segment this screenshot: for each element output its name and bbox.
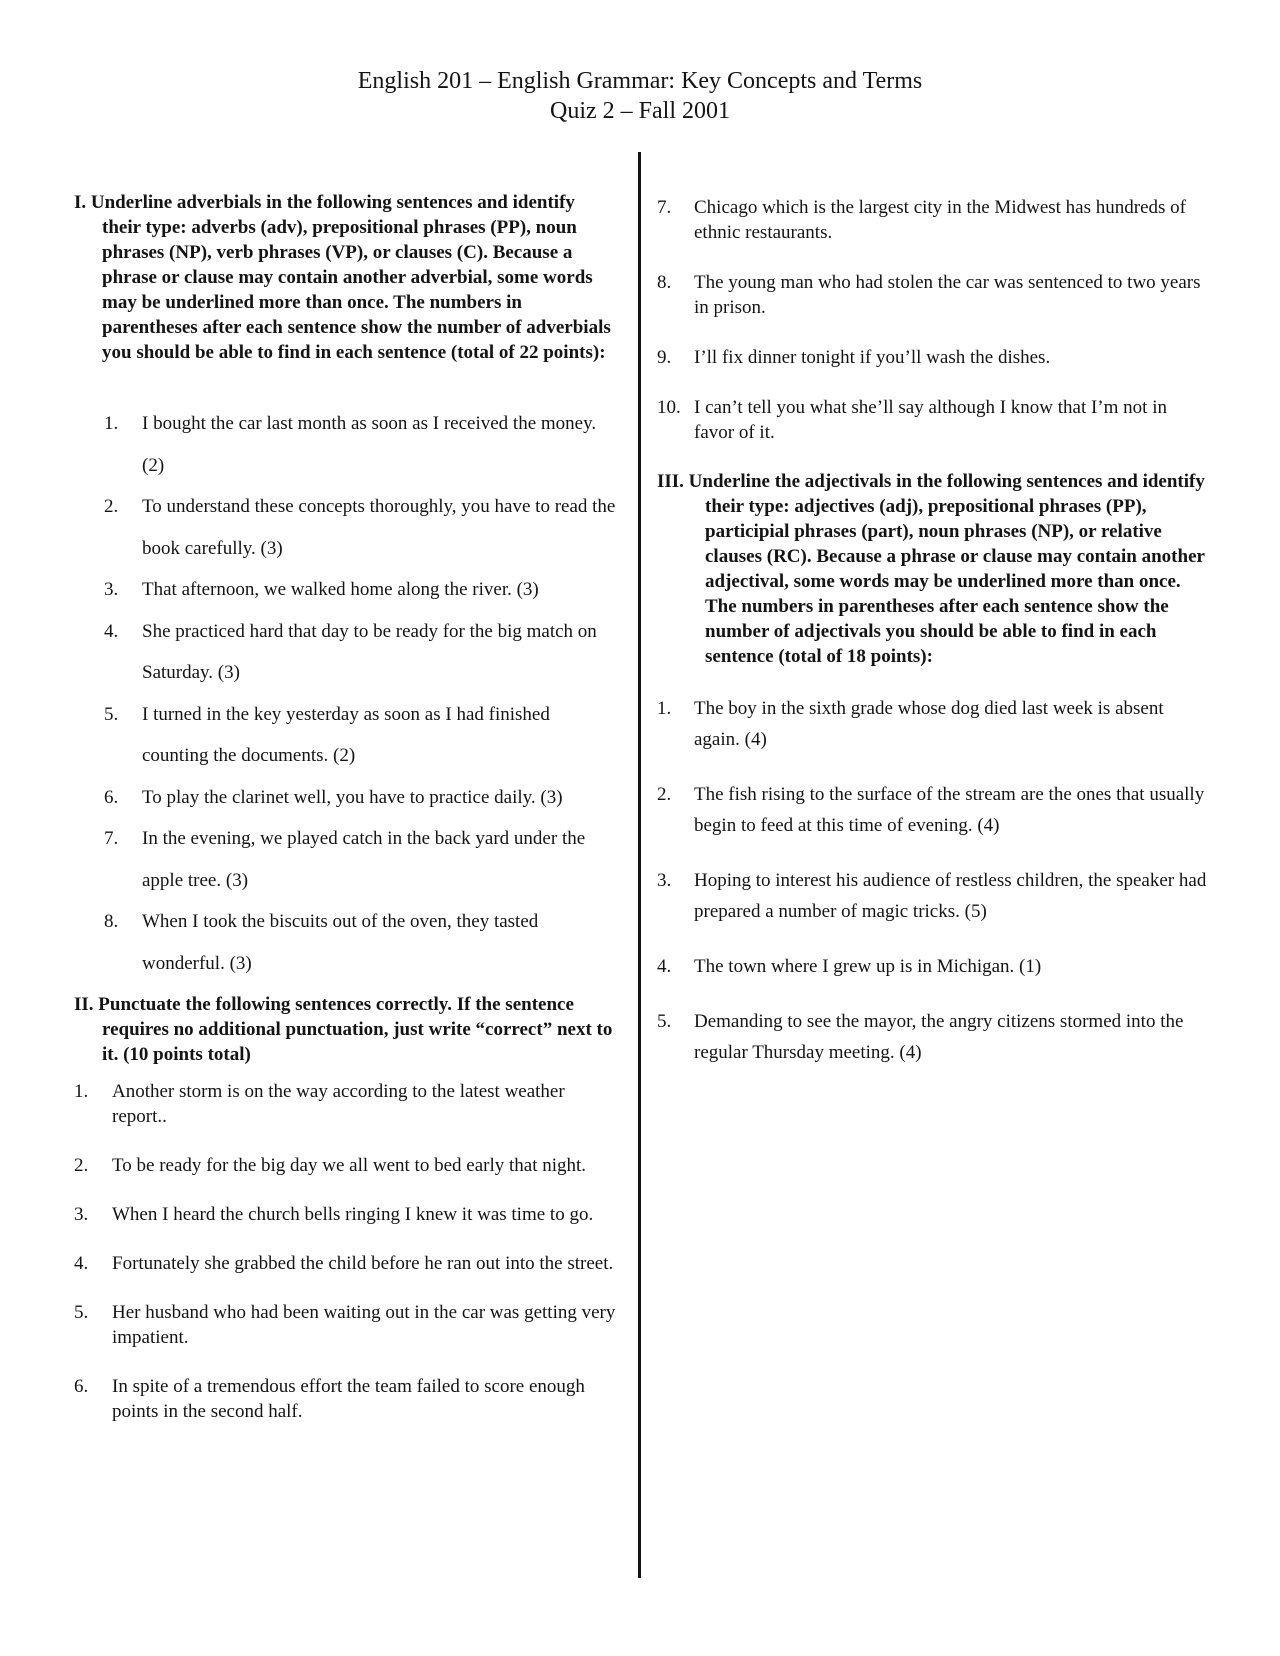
item-number: 7. <box>104 828 119 849</box>
list-item <box>104 818 618 901</box>
item-text: Another storm is on the way according to the latest weather report.. <box>112 1081 565 1127</box>
item-number: 6. <box>74 1376 89 1397</box>
list-item <box>74 1202 618 1227</box>
item-text: To understand these concepts thoroughly, you have to read the book carefully. (3) <box>142 496 616 559</box>
list-item <box>657 693 1209 755</box>
page-subtitle: Quiz 2 – Fall 2001 <box>550 98 730 124</box>
item-text: Chicago which is the largest city in the Midwest has hundreds of ethnic restaurants. <box>694 197 1186 243</box>
item-number: 4. <box>74 1253 89 1274</box>
list-item <box>74 1079 618 1129</box>
list-item <box>104 403 618 486</box>
page-title: English 201 – English Grammar: Key Concepts and Terms <box>357 68 923 94</box>
item-text: In spite of a tremendous effort the team failed to score enough points in the second half. <box>112 1376 585 1422</box>
list-item <box>104 611 618 694</box>
page-header <box>0 66 1280 126</box>
section-1-list <box>104 403 618 984</box>
left-column <box>74 190 618 1448</box>
item-number: 7. <box>657 197 672 218</box>
section-2-list-left <box>74 1079 618 1424</box>
item-text: I can’t tell you what she’ll say although I know that I’m not in favor of it. <box>694 397 1167 443</box>
list-item <box>657 395 1209 445</box>
list-item <box>657 865 1209 927</box>
item-number: 4. <box>657 956 672 977</box>
list-item <box>104 901 618 984</box>
section-2-list-right <box>657 195 1209 445</box>
list-item <box>657 779 1209 841</box>
list-item <box>74 1374 618 1424</box>
item-number: 9. <box>657 347 672 368</box>
item-text: Hoping to interest his audience of restless children, the speaker had prepared a number of magic tricks. (5) <box>694 870 1207 922</box>
item-text: In the evening, we played catch in the back yard under the apple tree. (3) <box>142 828 586 891</box>
item-number: 2. <box>104 496 119 517</box>
item-text: She practiced hard that day to be ready for the big match on Saturday. (3) <box>142 620 597 683</box>
item-number: 8. <box>657 272 672 293</box>
list-item <box>104 694 618 777</box>
item-number: 5. <box>74 1302 89 1323</box>
item-text: The fish rising to the surface of the stream are the ones that usually begin to feed at this time of evening. (4) <box>694 784 1205 836</box>
list-item <box>104 569 618 611</box>
item-text: The young man who had stolen the car was sentenced to two years in prison. <box>694 272 1201 318</box>
item-text: That afternoon, we walked home along the river. (3) <box>142 579 539 600</box>
item-text: When I heard the church bells ringing I knew it was time to go. <box>112 1204 594 1225</box>
list-item <box>657 951 1209 982</box>
item-number: 6. <box>104 786 119 808</box>
section-3-heading: III. Underline the adjectivals in the following sentences and identify their type: adjectives (adj), prepositional phrases (PP), participial phrases (part), noun phrases (NP), or relative clauses (RC). Because a phrase or clause may contain another adjectival, some words may be underlined more than once. The numbers in parentheses after each sentence show the number of adjectivals you should be able to find in each sentence (total of 18 points): <box>657 471 1205 667</box>
list-item <box>657 195 1209 245</box>
list-item <box>74 1300 618 1350</box>
item-number: 8. <box>104 911 119 932</box>
list-item <box>657 345 1209 370</box>
list-item <box>657 1006 1209 1068</box>
item-number: 1. <box>657 698 672 719</box>
item-number: 10. <box>657 397 681 418</box>
section-1-heading: I. Underline adverbials in the following sentences and identify their type: adverbs (adv), prepositional phrases (PP), noun phrases (NP), verb phrases (VP), or clauses (C). Because a phrase or clause may contain another adverbial, some words may be underlined more than once. The numbers in parentheses after each sentence show the number of adverbials you should be able to find in each sentence (total of 22 points): <box>74 192 611 363</box>
column-divider <box>638 152 641 1578</box>
list-item <box>657 270 1209 320</box>
right-column <box>657 195 1209 1092</box>
item-text: To be ready for the big day we all went to bed early that night. <box>112 1155 587 1176</box>
item-text: The boy in the sixth grade whose dog died last week is absent again. (4) <box>694 698 1164 750</box>
item-text: The town where I grew up is in Michigan. (1) <box>694 956 1042 977</box>
item-text: Her husband who had been waiting out in the car was getting very impatient. <box>112 1302 616 1348</box>
item-number: 1. <box>74 1081 89 1102</box>
item-text: To play the clarinet well, you have to practice daily. (3) <box>142 786 563 808</box>
item-text: I turned in the key yesterday as soon as I had finished counting the documents. (2) <box>142 703 550 766</box>
item-number: 3. <box>657 870 672 891</box>
item-number: 3. <box>104 579 119 600</box>
section-3-list <box>657 693 1209 1068</box>
list-item <box>104 486 618 569</box>
item-text: Demanding to see the mayor, the angry citizens stormed into the regular Thursday meeting. (4) <box>694 1011 1184 1063</box>
list-item <box>74 1153 618 1178</box>
item-number: 5. <box>657 1011 672 1032</box>
section-2-heading: II. Punctuate the following sentences correctly. If the sentence requires no additional punctuation, just write “correct” next to it. (10 points total) <box>74 994 613 1065</box>
item-number: 3. <box>74 1204 89 1225</box>
item-text: Fortunately she grabbed the child before he ran out into the street. <box>112 1253 614 1274</box>
item-number: 2. <box>657 784 672 805</box>
item-text: When I took the biscuits out of the oven, they tasted wonderful. (3) <box>142 911 539 974</box>
list-item <box>104 777 618 819</box>
item-text: I bought the car last month as soon as I received the money. (2) <box>142 413 597 476</box>
item-number: 4. <box>104 620 119 642</box>
list-item <box>74 1251 618 1276</box>
item-number: 1. <box>104 413 119 434</box>
item-text: I’ll fix dinner tonight if you’ll wash the dishes. <box>694 347 1051 368</box>
item-number: 2. <box>74 1155 89 1176</box>
item-number: 5. <box>104 703 119 725</box>
